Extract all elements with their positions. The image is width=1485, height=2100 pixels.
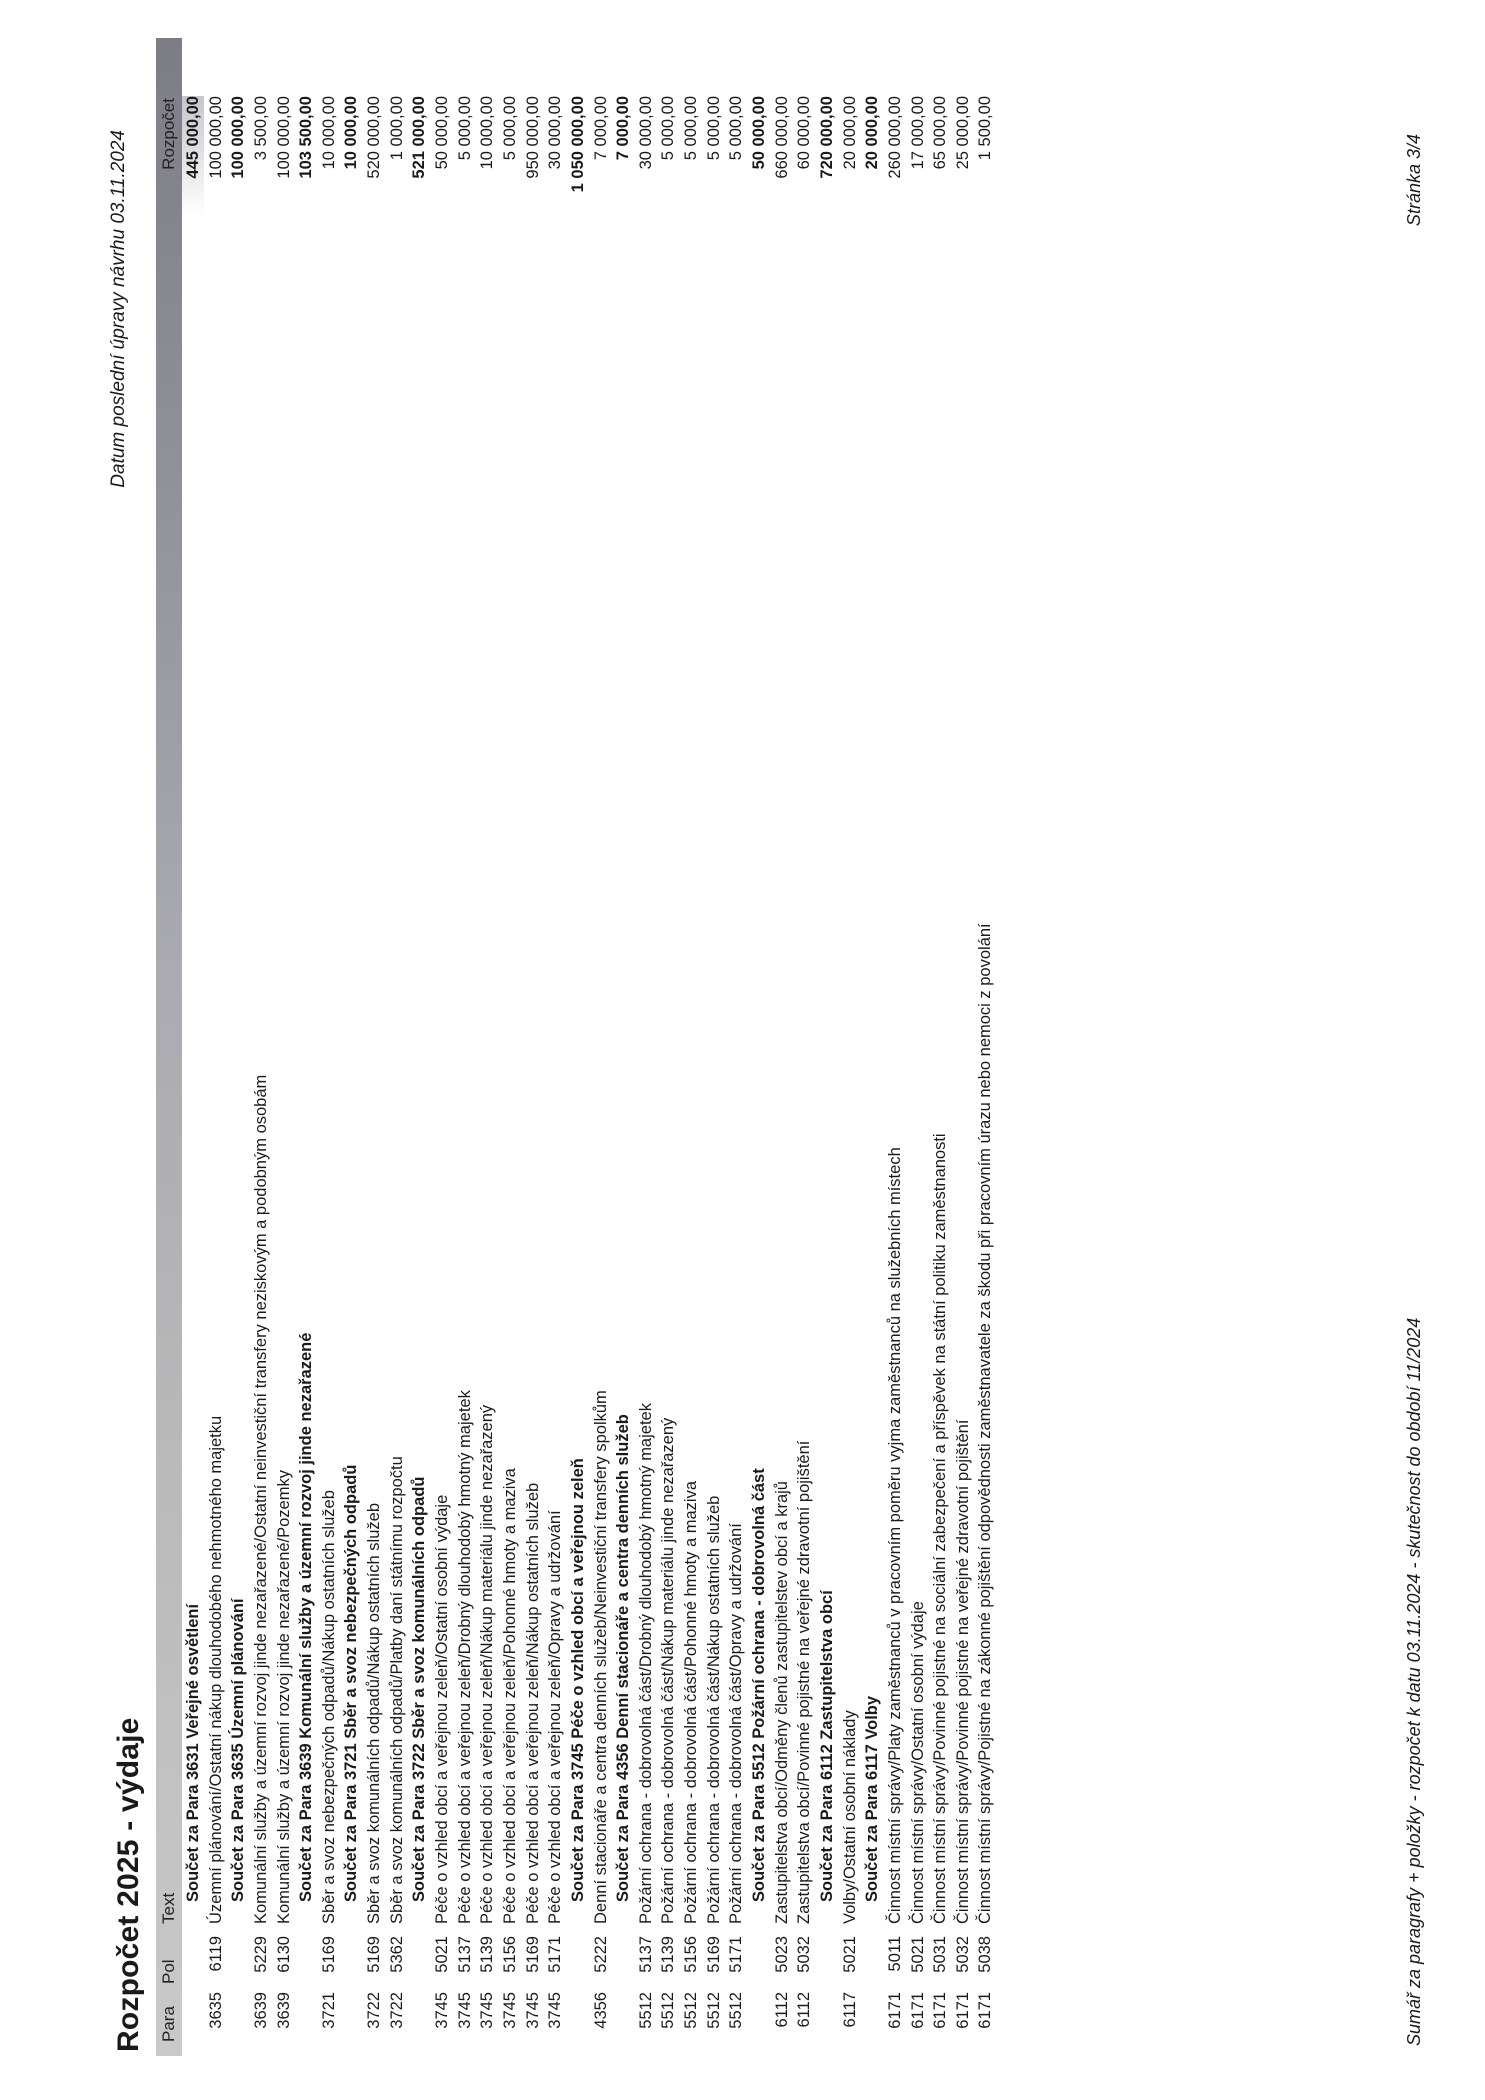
amount-cell: 260 000,00 — [885, 96, 904, 179]
amount-cell: 20 000,00 — [840, 96, 859, 170]
text-cell: Sběr a svoz komunálních odpadů/Nákup ostatních služeb — [365, 1502, 384, 1924]
table-row — [725, 0, 748, 2100]
subtotal-row — [816, 0, 839, 2100]
amount-cell: 100 000,00 — [229, 96, 248, 179]
amount-cell: 1 000,00 — [387, 96, 406, 161]
pol-cell: 5171 — [546, 1936, 565, 1973]
para-cell: 6171 — [931, 1992, 950, 2029]
amount-cell: 1 050 000,00 — [568, 96, 587, 193]
text-cell: Požární ochrana - dobrovolná část/Nákup ostatních služeb — [704, 1495, 723, 1924]
table-row — [590, 0, 613, 2100]
text-cell: Činnost místní správy/Povinné pojistné na veřejné zdravotní pojištění — [953, 1419, 972, 1924]
para-cell: 6112 — [795, 1992, 814, 2028]
col-header-text: Text — [159, 1892, 178, 1924]
table-row — [386, 0, 409, 2100]
col-header-para: Para — [159, 2006, 178, 2042]
amount-cell: 720 000,00 — [817, 96, 836, 179]
text-cell: Činnost místní správy/Povinné pojistné na sociální zabezpečení a příspěvek na státní politiku zaměstnanosti — [931, 1133, 950, 1924]
para-cell: 5512 — [727, 1992, 746, 2029]
amount-cell: 1 500,00 — [976, 96, 995, 161]
amount-cell: 3 500,00 — [251, 96, 270, 161]
pol-cell: 5031 — [931, 1936, 950, 1973]
amount-cell: 5 000,00 — [682, 96, 701, 161]
amount-cell: 10 000,00 — [342, 96, 361, 170]
para-cell: 6171 — [953, 1992, 972, 2029]
amount-cell: 445 000,00 — [182, 96, 204, 296]
table-row — [657, 0, 680, 2100]
table-row — [454, 0, 477, 2100]
para-cell: 3745 — [546, 1992, 565, 2029]
amount-cell: 5 000,00 — [455, 96, 474, 161]
amount-cell: 7 000,00 — [591, 96, 610, 161]
amount-cell: 5 000,00 — [727, 96, 746, 161]
table-row — [544, 0, 567, 2100]
text-cell: Součet za Para 3631 Veřejné osvětlení — [184, 1603, 202, 1902]
para-cell: 3745 — [433, 1992, 452, 2029]
amount-cell: 5 000,00 — [704, 96, 723, 161]
pol-cell: 5021 — [908, 1936, 927, 1973]
table-row — [499, 0, 522, 2100]
table-row — [907, 0, 930, 2100]
text-cell: Součet za Para 3745 Péče o vzhled obcí a veřejnou zeleň — [568, 1458, 587, 1902]
footer-note: Sumář za paragrafy + položky - rozpočet k datu 03.11.2024 - skutečnost do období 11/2024 — [1404, 1317, 1424, 2046]
text-cell: Požární ochrana - dobrovolná část/Pohonné hmoty a maziva — [682, 1480, 701, 1924]
amount-cell: 50 000,00 — [750, 96, 769, 170]
subtotal-row — [227, 0, 250, 2100]
pol-cell: 5032 — [953, 1936, 972, 1973]
pol-cell: 5139 — [478, 1936, 497, 1973]
amount-cell: 30 000,00 — [636, 96, 655, 170]
col-header-pol: Pol — [159, 1959, 178, 1984]
pol-cell: 5023 — [772, 1936, 791, 1973]
text-cell: Komunální služby a územní rozvoj jinde nezařazené/Pozemky — [274, 1470, 293, 1924]
text-cell: Péče o vzhled obcí a veřejnou zeleň/Ostatní osobní výdaje — [433, 1494, 452, 1924]
para-cell: 5512 — [682, 1992, 701, 2029]
amount-cell: 5 000,00 — [500, 96, 519, 161]
amount-cell: 521 000,00 — [410, 96, 429, 179]
amount-cell: 10 000,00 — [478, 96, 497, 170]
text-cell: Součet za Para 6117 Volby — [863, 1695, 882, 1902]
text-cell: Péče o vzhled obcí a veřejnou zeleň/Drobný dlouhodobý hmotný majetek — [455, 1390, 474, 1924]
page-title: Rozpočet 2025 - výdaje — [112, 1717, 145, 2052]
text-cell: Činnost místní správy/Pojistné na zákonné pojištění odpovědnosti zaměstnavatele za škodu při pracovním úrazu nebo nemoci z povolání — [976, 923, 995, 1924]
text-cell: Součet za Para 3639 Komunální služby a územní rozvoj jinde nezařazené — [297, 1332, 316, 1902]
para-cell: 5512 — [636, 1992, 655, 2029]
amount-cell: 520 000,00 — [365, 96, 384, 179]
pol-cell: 6119 — [206, 1936, 225, 1972]
para-cell: 3745 — [500, 1992, 519, 2029]
table-header — [156, 38, 182, 2056]
para-cell: 5512 — [659, 1992, 678, 2029]
amount-cell: 17 000,00 — [908, 96, 927, 170]
table-row — [839, 0, 862, 2100]
col-header-rozpocet: Rozpočet — [159, 98, 178, 170]
pol-cell: 5229 — [251, 1936, 270, 1973]
text-cell: Činnost místní správy/Ostatní osobní výdaje — [908, 1601, 927, 1924]
text-cell: Denní stacionáře a centra denních služeb/Neinvestiční transfery spolkům — [591, 1390, 610, 1924]
pol-cell: 5171 — [727, 1936, 746, 1973]
pol-cell: 5169 — [704, 1936, 723, 1973]
text-cell: Sběr a svoz nebezpečných odpadů/Nákup ostatních služeb — [319, 1490, 338, 1924]
pol-cell: 5222 — [591, 1936, 610, 1973]
para-cell: 6171 — [885, 1992, 904, 2029]
table-row — [974, 0, 997, 2100]
amount-cell: 10 000,00 — [319, 96, 338, 170]
amount-cell: 950 000,00 — [523, 96, 542, 179]
para-cell: 5512 — [704, 1992, 723, 2029]
amount-cell: 25 000,00 — [953, 96, 972, 170]
subtotal-row — [340, 0, 363, 2100]
amount-cell: 103 500,00 — [297, 96, 316, 179]
table-row — [250, 0, 273, 2100]
para-cell: 3745 — [523, 1992, 542, 2029]
amount-cell: 20 000,00 — [863, 96, 882, 170]
table-row — [771, 0, 794, 2100]
subtotal-row — [182, 0, 205, 2100]
para-cell: 3745 — [455, 1992, 474, 2029]
pol-cell: 5038 — [976, 1936, 995, 1973]
pol-cell: 5156 — [500, 1936, 519, 1973]
subtotal-row — [295, 0, 318, 2100]
subtotal-row — [612, 0, 635, 2100]
text-cell: Komunální služby a územní rozvoj jinde nezařazené/Ostatní neinvestiční transfery neziskovým a podobným osobám — [251, 1074, 270, 1924]
table-row — [793, 0, 816, 2100]
table-row — [476, 0, 499, 2100]
subtotal-row — [861, 0, 884, 2100]
text-cell: Péče o vzhled obcí a veřejnou zeleň/Opravy a udržování — [546, 1510, 565, 1924]
para-cell: 3722 — [387, 1992, 406, 2029]
amount-cell: 100 000,00 — [274, 96, 293, 179]
pol-cell: 5137 — [455, 1936, 474, 1973]
text-cell: Péče o vzhled obcí a veřejnou zeleň/Pohonné hmoty a maziva — [500, 1468, 519, 1924]
budget-table — [182, 0, 997, 2100]
table-row — [929, 0, 952, 2100]
text-cell: Součet za Para 4356 Denní stacionáře a centra denních služeb — [614, 1414, 633, 1902]
table-row — [884, 0, 907, 2100]
para-cell: 3635 — [206, 1992, 225, 2029]
text-cell: Součet za Para 5512 Požární ochrana - dobrovolná část — [750, 1468, 769, 1902]
text-cell: Volby/Ostatní osobní náklady — [840, 1710, 859, 1924]
para-cell: 6112 — [772, 1992, 791, 2028]
text-cell: Územní plánování/Ostatní nákup dlouhodobého nehmotného majetku — [206, 1415, 225, 1924]
pol-cell: 5137 — [636, 1936, 655, 1973]
para-cell: 3722 — [365, 1992, 384, 2029]
table-row — [363, 0, 386, 2100]
table-row — [680, 0, 703, 2100]
pol-cell: 5032 — [795, 1936, 814, 1973]
revision-date: Datum poslední úpravy návrhu 03.11.2024 — [108, 130, 129, 488]
text-cell: Zastupitelstva obcí/Odměny členů zastupitelstev obcí a krajů — [772, 1481, 791, 1924]
table-row — [522, 0, 545, 2100]
table-row — [431, 0, 454, 2100]
para-cell: 3639 — [274, 1992, 293, 2029]
text-cell: Součet za Para 3721 Sběr a svoz nebezpečných odpadů — [342, 1464, 361, 1902]
para-cell: 6117 — [840, 1992, 859, 2028]
para-cell: 3639 — [251, 1992, 270, 2029]
table-row — [952, 0, 975, 2100]
text-cell: Požární ochrana - dobrovolná část/Opravy a udržování — [727, 1523, 746, 1924]
page-number: Stránka 3/4 — [1404, 134, 1424, 227]
table-row — [273, 0, 296, 2100]
para-cell: 6171 — [908, 1992, 927, 2029]
table-row — [205, 0, 228, 2100]
text-cell: Činnost místní správy/Platy zaměstnanců v pracovním poměru vyjma zaměstnanců na služebních místech — [885, 1147, 904, 1924]
text-cell: Součet za Para 3722 Sběr a svoz komunálních odpadů — [410, 1476, 429, 1902]
pol-cell: 5021 — [840, 1936, 859, 1973]
pol-cell: 5362 — [387, 1936, 406, 1973]
pol-cell: 5156 — [682, 1936, 701, 1973]
amount-cell: 100 000,00 — [206, 96, 225, 179]
para-cell: 6171 — [976, 1992, 995, 2029]
text-cell: Péče o vzhled obcí a veřejnou zeleň/Nákup materiálu jinde nezařazený — [478, 1404, 497, 1924]
text-cell: Součet za Para 3635 Územní plánování — [229, 1598, 248, 1902]
pol-cell: 6130 — [274, 1936, 293, 1973]
subtotal-row — [567, 0, 590, 2100]
text-cell: Zastupitelstva obcí/Povinné pojistné na veřejné zdravotní pojištění — [795, 1440, 814, 1924]
amount-cell: 60 000,00 — [795, 96, 814, 170]
amount-cell: 50 000,00 — [433, 96, 452, 170]
pol-cell: 5169 — [523, 1936, 542, 1973]
table-row — [703, 0, 726, 2100]
amount-cell: 660 000,00 — [772, 96, 791, 179]
text-cell: Sběr a svoz komunálních odpadů/Platby daní státnímu rozpočtu — [387, 1456, 406, 1924]
amount-cell: 7 000,00 — [614, 96, 633, 161]
para-cell: 4356 — [591, 1992, 610, 2029]
amount-cell: 65 000,00 — [931, 96, 950, 170]
pol-cell: 5169 — [365, 1936, 384, 1973]
table-row — [635, 0, 658, 2100]
para-cell: 3745 — [478, 1992, 497, 2029]
pol-cell: 5139 — [659, 1936, 678, 1973]
para-cell: 3721 — [319, 1992, 338, 2029]
text-cell: Požární ochrana - dobrovolná část/Nákup materiálu jinde nezařazený — [659, 1417, 678, 1924]
amount-cell: 30 000,00 — [546, 96, 565, 170]
pol-cell: 5169 — [319, 1936, 338, 1973]
pol-cell: 5011 — [885, 1936, 904, 1972]
text-cell: Součet za Para 6112 Zastupitelstva obcí — [817, 1590, 836, 1902]
text-cell: Požární ochrana - dobrovolná část/Drobný dlouhodobý hmotný majetek — [636, 1403, 655, 1924]
table-row — [318, 0, 341, 2100]
subtotal-row — [408, 0, 431, 2100]
pol-cell: 5021 — [433, 1936, 452, 1973]
subtotal-row — [748, 0, 771, 2100]
amount-cell: 5 000,00 — [659, 96, 678, 161]
text-cell: Péče o vzhled obcí a veřejnou zeleň/Nákup ostatních služeb — [523, 1482, 542, 1924]
